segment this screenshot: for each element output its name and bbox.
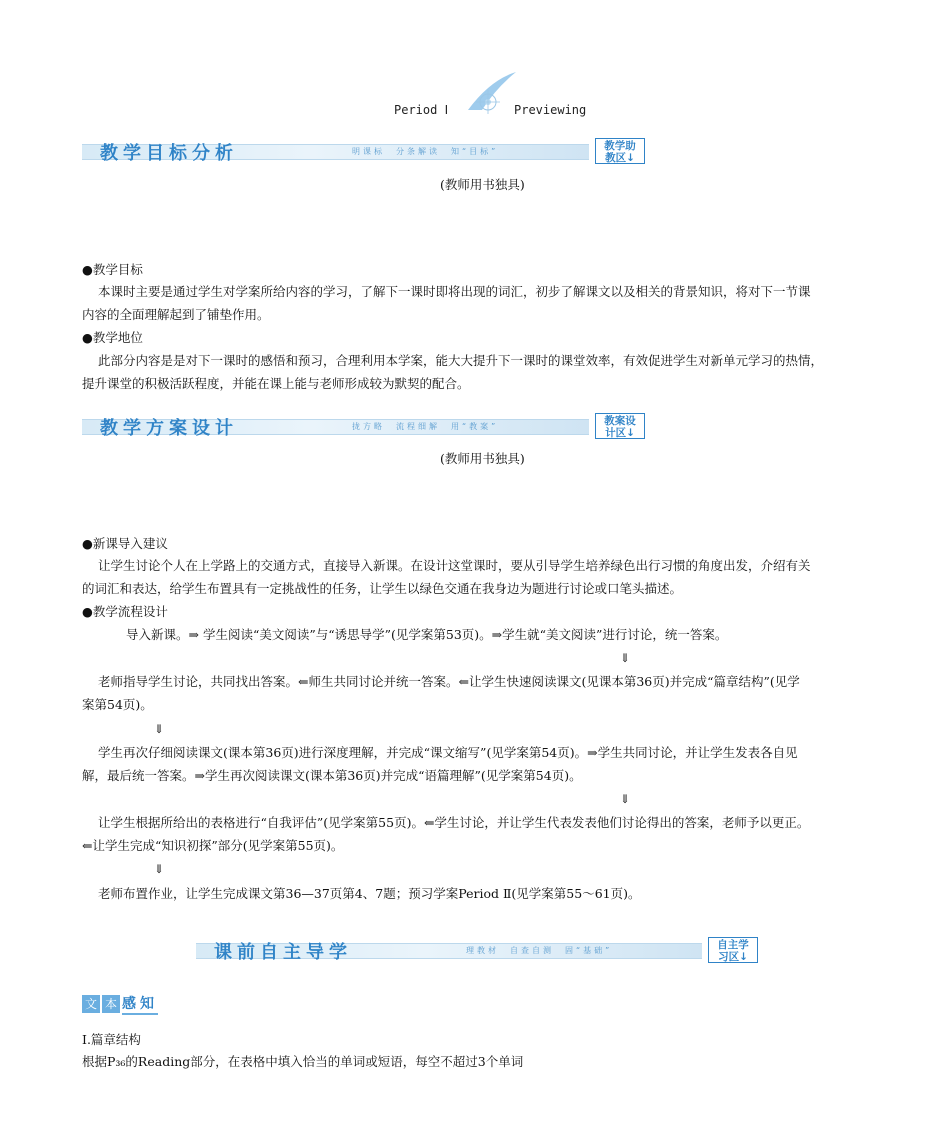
paragraph-line: 提升课堂的积极活跃程度，并能在课上能与老师形成较为默契的配合。 [82,376,470,391]
banner-title: 课前自主导学 [214,942,352,963]
banner-subtitle: 拢方略 流程细解 用“教案” [352,422,499,431]
paragraph-line: 此部分内容是是对下一课时的感悟和预习，合理利用本学案，能大大提升下一课时的课堂效率，有效促进学生对新单元学习的热情， [98,353,824,368]
banner-tag: 自主学 习区↓ [708,937,758,963]
heading-teaching-position: ●教学地位 [82,330,143,345]
item-title: Ⅰ.篇章结构 [82,1032,141,1047]
flow-step: 案第54页)。 [82,697,153,712]
text-perception-tag: 文 本 感知 [82,995,192,1015]
paragraph-line: 让学生讨论个人在上学路上的交通方式，直接导入新课。在设计这堂课时，要从引导学生培养绿色出行习惯的角度出发，介绍有关 [98,558,811,573]
down-arrow-icon: ⇓ [154,862,165,876]
teacher-only-note: (教师用书独具) [440,451,525,466]
teacher-only-note: (教师用书独具) [440,177,525,192]
paragraph-line: 的词汇和表达，给学生布置具有一定挑战性的任务，让学生以绿色交通在我身边为题进行讨论或口笔头描述。 [82,581,683,596]
heading-flow-design: ●教学流程设计 [82,604,168,619]
flow-step: 让学生根据所给出的表格进行“自我评估”(见学案第55页)。⇐学生讨论，并让学生代表发表他们讨论得出的答案，老师予以更正。 [98,815,810,830]
teaching-plan-banner [82,413,645,439]
down-arrow-icon: ⇓ [620,792,631,806]
banner-tag: 教学助 教区↓ [595,138,645,164]
banner-subtitle: 理教材 自查自测 固“基础” [466,946,613,955]
teaching-goals-banner [82,138,645,164]
banner-title: 教学方案设计 [100,418,238,439]
instruction-text: 根据P₃₆的Reading部分，在表格中填入恰当的单词或短语，每空不超过3个单词 [82,1054,524,1069]
compass-logo-icon [462,70,518,122]
down-arrow-icon: ⇓ [154,722,165,736]
flow-step: 老师指导学生讨论，共同找出答案。⇐师生共同讨论并统一答案。⇐让学生快速阅读课文(见课本第36页)并完成“篇章结构”(见学 [98,674,800,689]
heading-lead-in: ●新课导入建议 [82,536,168,551]
banner-title: 教学目标分析 [100,143,238,164]
paragraph-line: 内容的全面理解起到了铺垫作用。 [82,307,270,322]
period-label: Period Ⅰ [394,103,449,117]
flow-step: 导入新课。⇒ 学生阅读“美文阅读”与“诱思导学”(见学案第53页)。⇒学生就“美文阅读”进行讨论，统一答案。 [126,627,728,642]
flow-step: 学生再次仔细阅读课文(课本第36页)进行深度理解，并完成“课文缩写”(见学案第54页)。⇒学生共同讨论，并让学生发表各自见 [98,745,798,760]
previewing-label: Previewing [514,103,587,117]
paragraph-line: 本课时主要是通过学生对学案所给内容的学习，了解下一课时即将出现的词汇，初步了解课文以及相关的背景知识，将对下一节课 [98,284,811,299]
down-arrow-icon: ⇓ [620,651,631,665]
flow-step: ⇐让学生完成“知识初探”部分(见学案第55页)。 [82,838,344,853]
banner-subtitle: 明课标 分条解读 知“目标” [352,147,499,156]
flow-step: 解，最后统一答案。⇒学生再次阅读课文(课本第36页)并完成“语篇理解”(见学案第54页)。 [82,768,582,783]
flow-step: 老师布置作业，让学生完成课文第36—37页第4、7题；预习学案Period Ⅱ(见学案第55～61页)。 [98,886,641,901]
self-study-banner [196,937,758,963]
heading-teaching-goals: ●教学目标 [82,262,143,277]
banner-tag: 教案设 计区↓ [595,413,645,439]
